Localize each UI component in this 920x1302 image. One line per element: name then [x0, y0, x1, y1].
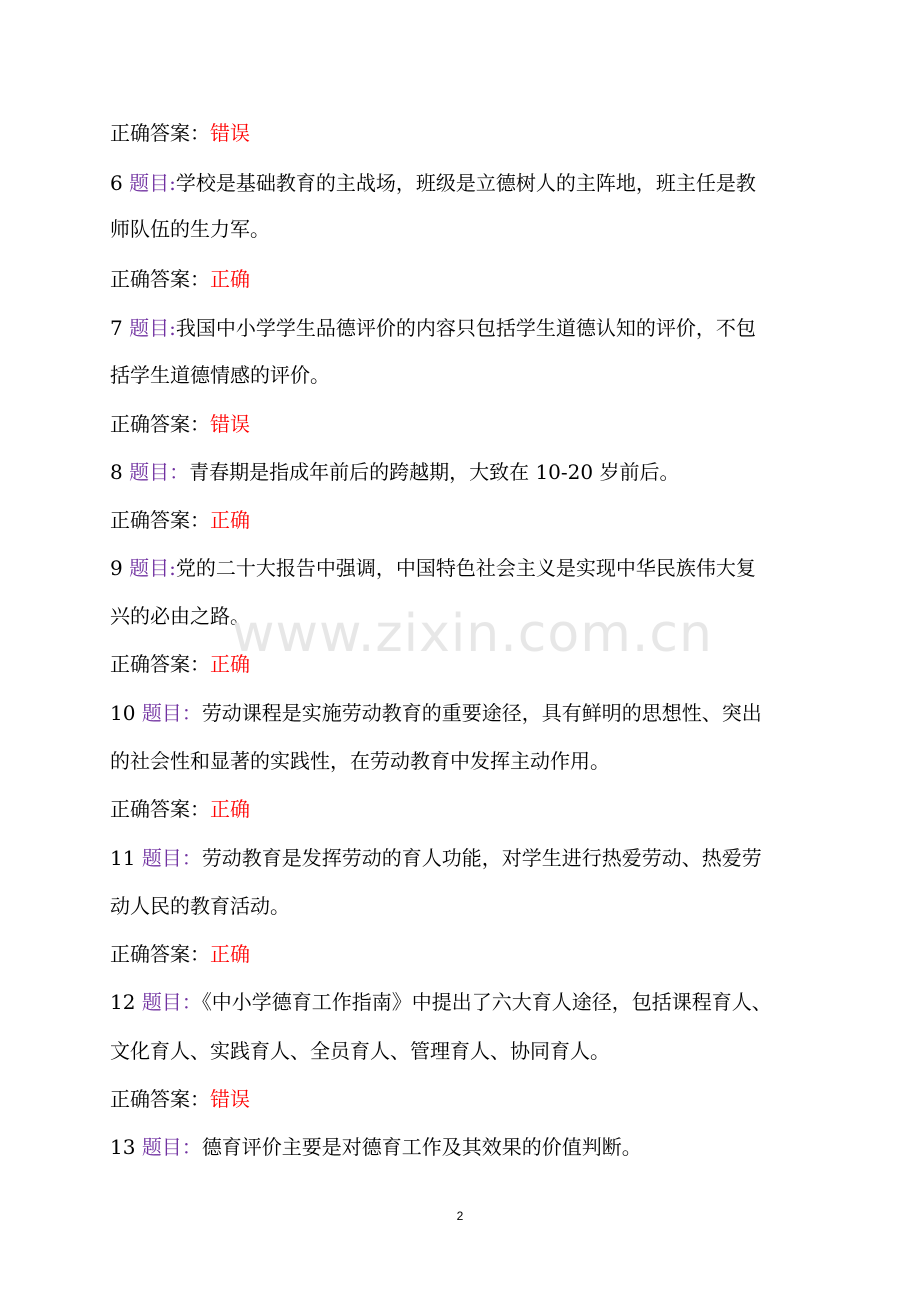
- answer-value: 错误: [210, 121, 250, 145]
- question-number: 11: [110, 846, 136, 870]
- question-9: [110, 553, 756, 583]
- question-label: 题目：: [141, 990, 202, 1014]
- question-number: 6: [110, 171, 123, 195]
- question-7: [110, 313, 756, 343]
- question-text: 《中小学德育工作指南》中提出了六大育人途径，包括课程育人、: [201, 990, 772, 1014]
- question-number: 12: [110, 990, 136, 1014]
- question-text: 德育评价主要是对德育工作及其效果的价值判断。: [201, 1135, 642, 1159]
- question-label: 题目:: [129, 556, 176, 580]
- question-text: 劳动教育是发挥劳动的育人功能，对学生进行热爱劳动、热爱劳: [201, 846, 762, 870]
- answer-line: [110, 409, 250, 439]
- answer-line: [110, 649, 250, 679]
- question-text: 青春期是指成年前后的跨越期，大致在 10-20 岁前后。: [189, 460, 680, 484]
- answer-label: 正确答案：: [110, 508, 210, 532]
- question-label: 题目：: [141, 701, 202, 725]
- question-number: 7: [110, 316, 123, 340]
- question-text-continued: 文化育人、实践育人、全员育人、管理育人、协同育人。: [110, 1039, 610, 1063]
- question-12-continued: [110, 1036, 610, 1066]
- question-text: 学校是基础教育的主战场，班级是立德树人的主阵地，班主任是教: [175, 171, 756, 195]
- question-text: 党的二十大报告中强调，中国特色社会主义是实现中华民族伟大复: [175, 556, 756, 580]
- answer-value: 错误: [210, 412, 250, 436]
- answer-label: 正确答案：: [110, 121, 210, 145]
- answer-label: 正确答案：: [110, 1087, 210, 1111]
- question-text-continued: 兴的必由之路。: [110, 604, 250, 628]
- question-number: 8: [110, 460, 123, 484]
- question-text-continued: 括学生道德情感的评价。: [110, 363, 330, 387]
- question-6-continued: [110, 214, 270, 244]
- answer-label: 正确答案：: [110, 652, 210, 676]
- answer-value: 错误: [210, 1087, 250, 1111]
- answer-label: 正确答案：: [110, 797, 210, 821]
- question-text-continued: 的社会性和显著的实践性，在劳动教育中发挥主动作用。: [110, 749, 610, 773]
- answer-value: 正确: [210, 942, 250, 966]
- answer-label: 正确答案：: [110, 412, 210, 436]
- answer-line: [110, 118, 250, 148]
- answer-line: [110, 794, 250, 824]
- answer-value: 正确: [210, 652, 250, 676]
- answer-label: 正确答案：: [110, 942, 210, 966]
- answer-line: [110, 939, 250, 969]
- question-label: 题目:: [129, 171, 176, 195]
- watermark: www.zixin.com.cn: [232, 604, 713, 664]
- question-7-continued: [110, 360, 330, 390]
- question-9-continued: [110, 601, 250, 631]
- answer-line: [110, 1084, 250, 1114]
- question-label: 题目：: [141, 846, 202, 870]
- question-text: 劳动课程是实施劳动教育的重要途径，具有鲜明的思想性、突出: [201, 701, 762, 725]
- question-10-continued: [110, 746, 610, 776]
- answer-value: 正确: [210, 797, 250, 821]
- answer-line: [110, 264, 250, 294]
- question-8: [110, 457, 679, 487]
- answer-value: 正确: [210, 508, 250, 532]
- question-6: [110, 168, 756, 198]
- question-number: 10: [110, 701, 136, 725]
- question-text-continued: 师队伍的生力军。: [110, 217, 270, 241]
- answer-value: 正确: [210, 267, 250, 291]
- question-label: 题目：: [129, 460, 190, 484]
- question-10: [110, 698, 762, 728]
- question-text: 我国中小学学生品德评价的内容只包括学生道德认知的评价，不包: [175, 316, 756, 340]
- question-12: [110, 987, 772, 1017]
- question-number: 9: [110, 556, 123, 580]
- question-label: 题目：: [141, 1135, 202, 1159]
- answer-line: [110, 505, 250, 535]
- page-number: 2: [456, 1209, 464, 1223]
- question-11-continued: [110, 891, 290, 921]
- question-text-continued: 动人民的教育活动。: [110, 894, 290, 918]
- question-label: 题目:: [129, 316, 176, 340]
- question-11: [110, 843, 762, 873]
- answer-label: 正确答案：: [110, 267, 210, 291]
- question-13: [110, 1132, 642, 1162]
- question-number: 13: [110, 1135, 136, 1159]
